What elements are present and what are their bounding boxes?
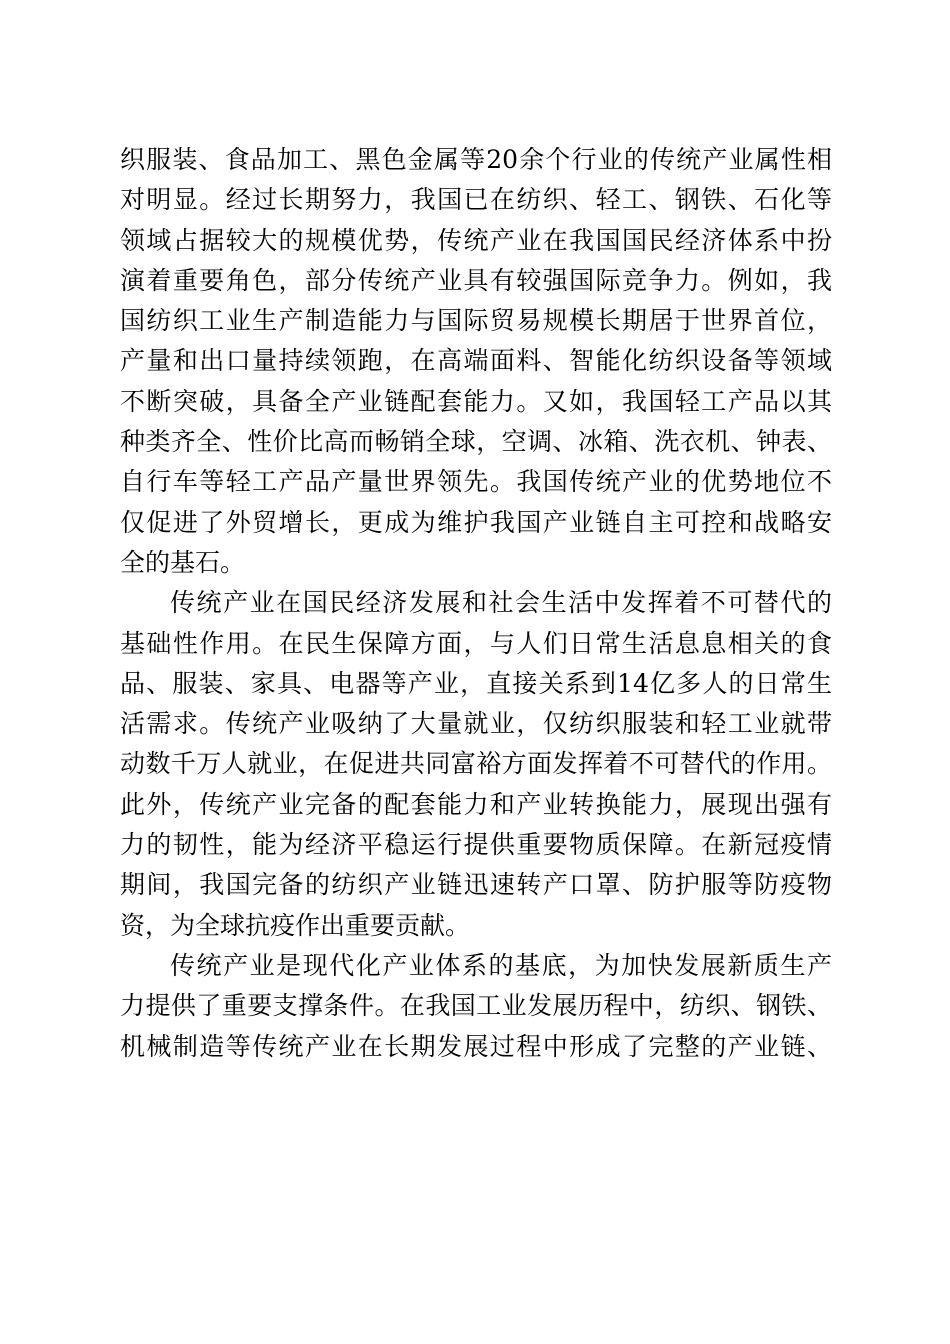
paragraph-first-line: 传统产业是现代化产业体系的基底，为加快发展新质生产 — [170, 950, 832, 980]
text-line: 织服装、食品加工、黑色金属等20余个行业的传统产业属性相 — [120, 145, 832, 174]
paragraph-first-line: 传统产业在国民经济发展和社会生活中发挥着不可替代的 — [170, 588, 832, 618]
text-line: 动数千万人就业，在促进共同富裕方面发挥着不可替代的作用。 — [120, 749, 832, 779]
text-line: 产量和出口量持续领跑，在高端面料、智能化纺织设备等领域 — [120, 346, 832, 376]
text-line: 力的韧性，能为经济平稳运行提供重要物质保障。在新冠疫情 — [120, 830, 832, 860]
text-line: 此外，传统产业完备的配套能力和产业转换能力，展现出强有 — [120, 789, 832, 819]
text-line: 力提供了重要支撑条件。在我国工业发展历程中，纺织、钢铁、 — [120, 991, 832, 1021]
text-line: 种类齐全、性价比高而畅销全球，空调、冰箱、洗衣机、钟表、 — [120, 427, 832, 457]
text-line: 活需求。传统产业吸纳了大量就业，仅纺织服装和轻工业就带 — [120, 709, 832, 739]
text-line: 全的基石。 — [120, 547, 246, 577]
text-line: 期间，我国完备的纺织产业链迅速转产口罩、防护服等防疫物 — [120, 870, 832, 900]
text-line: 不断突破，具备全产业链配套能力。又如，我国轻工产品以其 — [120, 386, 832, 416]
text-line: 演着重要角色，部分传统产业具有较强国际竞争力。例如，我 — [120, 265, 832, 295]
text-line: 领域占据较大的规模优势，传统产业在我国国民经济体系中扮 — [120, 225, 832, 255]
text-line: 国纺织工业生产制造能力与国际贸易规模长期居于世界首位， — [120, 306, 832, 336]
text-line: 仅促进了外贸增长，更成为维护我国产业链自主可控和战略安 — [120, 507, 832, 537]
text-line: 对明显。经过长期努力，我国已在纺织、轻工、钢铁、石化等 — [120, 185, 832, 215]
text-line: 品、服装、家具、电器等产业，直接关系到14亿多人的日常生 — [120, 668, 832, 698]
document-body — [120, 140, 832, 1067]
text-line: 机械制造等传统产业在长期发展过程中形成了完整的产业链、 — [120, 1031, 832, 1061]
text-line: 资，为全球抗疫作出重要贡献。 — [120, 910, 471, 940]
text-line: 基础性作用。在民生保障方面，与人们日常生活息息相关的食 — [120, 628, 832, 658]
text-line: 自行车等轻工产品产量世界领先。我国传统产业的优势地位不 — [120, 467, 832, 497]
